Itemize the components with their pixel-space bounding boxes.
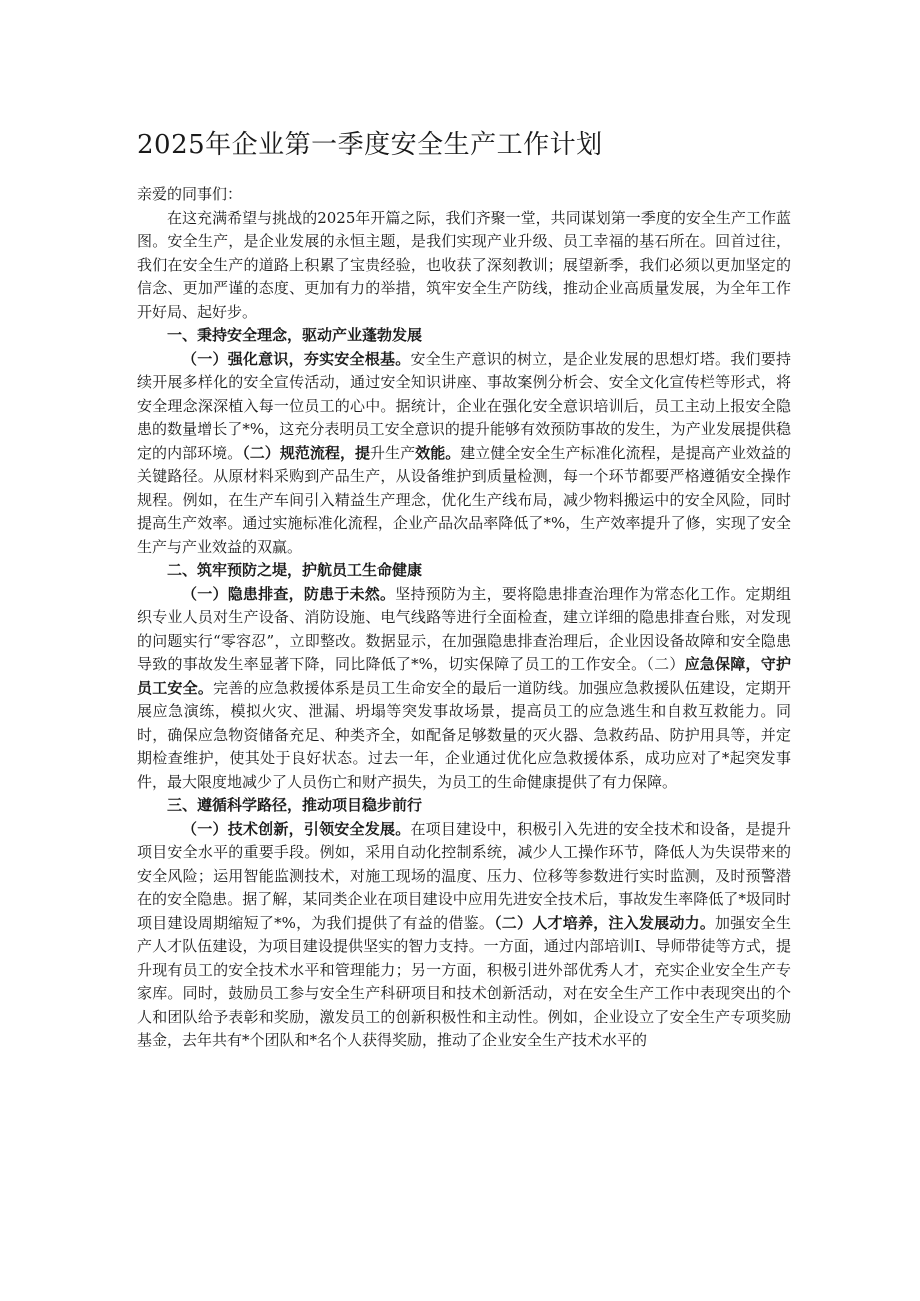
section-1-sub-2-text: 建立健全安全生产标准化流程，是提高产业效益的关键路径。从原材料采购到产品生产，从设备维护到质量检测，每一个环节都要严格遵循安全操作规程。例如，在生产车间引入精益生产理念，优化生产线布局，减少物料搬运中的安全风险，同时提高生产效率。通过实施标准化流程，企业产品次品率降低了*%，生产效率提升了修，实现了安全生产与产业效益的双赢。	[137, 443, 791, 556]
section-3-heading	[137, 794, 791, 818]
section-1-heading-text: 一、秉持安全理念，驱动产业蓬勃发展	[167, 326, 423, 344]
section-1-sub-2-title-a: （二）规范流程，提	[242, 443, 371, 462]
intro-paragraph: 在这充满希望与挑战的2025年开篇之际，我们齐聚一堂，共同谋划第一季度的安全生产工作蓝图。安全生产，是企业发展的永恒主题，是我们实现产业升级、员工幸福的基石所在。回首过往，我们在安全生产的道路上积累了宝贵经验，也收获了深刻教训；展望新季，我们必须以更加坚定的信念、更加严谨的态度、更加有力的举措，筑牢安全生产防线，推动企业高质量发展，为全年工作开好局、起好步。	[137, 208, 791, 321]
section-2-sub-1-text: 坚持预防为主，要将隐患排查治理作为常态化工作。定期组织专业人员对生产设备、消防设施、电气线路等进行全面检查，建立详细的隐患排查台账，对发现的问题实行“零容忍”，立即整改。数据显示，在加强隐患排查治理后，企业因设备故障和安全隐患导致的事故发生率显著下降，同比降低了*%，切实保障了员工的工作安全。	[137, 584, 791, 673]
section-2-heading-text: 二、筑牢预防之堤，护航员工生命健康	[167, 561, 423, 579]
section-2-sub-2-number: （二）	[646, 655, 685, 673]
section-2-sub-2-title: 应急保障，守护员工安全。	[137, 655, 791, 697]
section-1-sub-2-title-b: 效能。	[415, 443, 461, 462]
section-3-sub-2-title: （二）人才培养，注入发展动力。	[494, 913, 716, 932]
section-1-sub-2-title-mid: 升生产	[370, 443, 416, 462]
document-title: 2025年企业第一季度安全生产工作计划	[137, 130, 603, 160]
section-2-sub-1-title: （一）隐患排查，防患于未然。	[182, 584, 396, 603]
section-1-sub-1-text: 安全生产意识的树立，是企业发展的思想灯塔。我们要持续开展多样化的安全宣传活动，通过安全知识讲座、事故案例分析会、安全文化宣传栏等形式，将安全理念深深植入每一位员工的心中。据统计，企业在强化安全意识培训后，员工主动上报安全隐患的数量增长了*%，这充分表明员工安全意识的提升能够有效预防事故的发生，为产业发展提供稳定的内部环境。	[137, 349, 791, 462]
section-3-sub-1-text: 在项目建设中，积极引入先进的安全技术和设备，是提升项目安全水平的重要手段。例如，采用自动化控制系统，减少人工操作环节，降低人为失误带来的安全风险；运用智能监测技术，对施工现场的温度、压力、位移等参数进行实时监测，及时预警潜在的安全隐患。据了解，某同类企业在项目建设中应用先进安全技术后，事故发生率降低了*圾同时项目建设周期缩短了*%，为我们提供了有益的借鉴。	[137, 819, 791, 932]
section-3-sub-1-title: （一）技术创新，引领安全发展。	[182, 819, 411, 838]
greeting: 亲爱的同事们：	[137, 185, 243, 203]
section-1-paragraph	[137, 348, 791, 560]
section-1-heading	[137, 324, 791, 348]
document-body	[137, 183, 791, 1053]
section-3-sub-2-text: 加强安全生产人才队伍建设，为项目建设提供坚实的智力支持。一方面，通过内部培训I、导师带徒等方式，提升现有员工的安全技术水平和管理能力；另一方面，积极引进外部优秀人才，充实企业安全生产专家库。同时，鼓励员工参与安全生产科研项目和技术创新活动，对在安全生产工作中表现突出的个人和团队给予表彰和奖励，激发员工的创新积极性和主动性。例如，企业设立了安全生产专项奖励基金，去年共有*个团队和*名个人获得奖励，推动了企业安全生产技术水平的	[137, 913, 791, 1049]
section-2-paragraph	[137, 583, 791, 795]
section-2-heading	[137, 559, 791, 583]
section-3-heading-text: 三、遵循科学路径，推动项目稳步前行	[167, 796, 423, 814]
section-1-sub-1-title: （一）强化意识，夯实安全根基。	[182, 349, 411, 368]
section-3-paragraph	[137, 818, 791, 1053]
section-2-sub-2-text: 完善的应急救援体系是员工生命安全的最后一道防线。加强应急救援队伍建设，定期开展应急演练，模拟火灾、泄漏、坍塌等突发事故场景，提高员工的应急逃生和自救互救能力。同时，确保应急物资储备充足、种类齐全，如配备足够数量的灭火器、急救药品、防护用具等，并定期检查维护，使其处于良好状态。过去一年，企业通过优化应急救援体系，成功应对了*起突发事件，最大限度地减少了人员伤亡和财产损失，为员工的生命健康提供了有力保障。	[137, 678, 791, 791]
